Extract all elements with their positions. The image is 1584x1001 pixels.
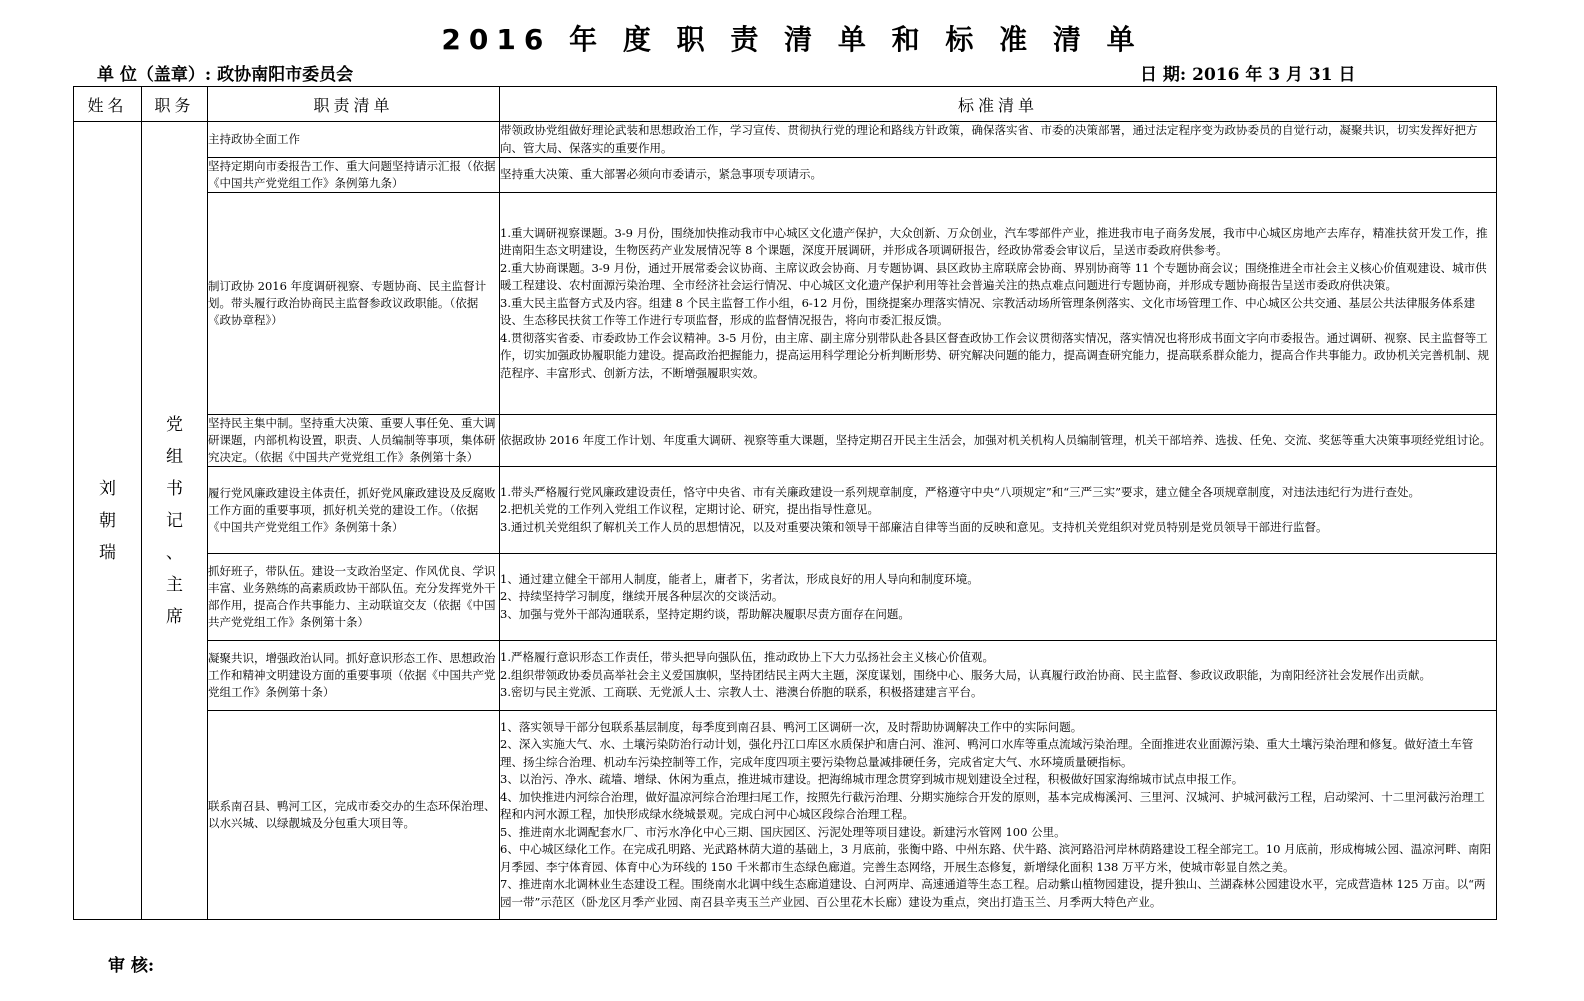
table-row — [74, 122, 1497, 158]
duty-cell: 坚持民主集中制。坚持重大决策、重要人事任免、重大调研课题，内部机构设置，职责、人员编制等事项，集体研究决定。（依据《中国共产党党组工作》条例第十条） — [208, 415, 500, 467]
standards-cell — [500, 122, 1497, 158]
standard-item: 3、以治污、净水、疏墙、增绿、休闲为重点，推进城市建设。把海绵城市理念贯穿到城市规划建设全过程，积极做好国家海绵城市试点申报工作。 — [500, 772, 1244, 787]
duty-cell: 坚持定期向市委报告工作、重大问题坚持请示汇报（依据《中国共产党党组工作》条例第九条） — [208, 158, 500, 193]
duty-cell: 抓好班子，带队伍。建设一支政治坚定、作风优良、学识丰富、业务熟练的高素质政协干部队伍。充分发挥党外干部作用，提高合作共事能力、主动联谊交友（依据《中国共产党党组工作》条例第十条） — [208, 554, 500, 641]
char: 朝 — [99, 510, 116, 531]
duty-cell: 联系南召县、鸭河工区，完成市委交办的生态环保治理、以水兴城、以绿靓城及分包重大项目等。 — [208, 711, 500, 920]
standards-cell — [500, 467, 1497, 554]
header-standards: 标准清单 — [500, 87, 1497, 122]
duty-cell: 凝聚共识，增强政治认同。抓好意识形态工作、思想政治工作和精神文明建设方面的重要事项（依据《中国共产党党组工作》条例第十条） — [208, 641, 500, 711]
standard-item: 6、中心城区绿化工作。在完成孔明路、光武路林荫大道的基础上，3 月底前，张衡中路、中州东路、伏牛路、滨河路沿河岸林荫路建设工程全部完工。10 月底前，形成梅城公园、温凉河畔、南阳月季园、李宁体育园、体育中心为环线的 150 千米都市生态绿色廊道。完善生态网络，开展生态修复，新增绿化面积 138 万平方米，使城市彰显自然之美。 — [500, 842, 1492, 874]
table-row — [74, 158, 1497, 193]
char: 席 — [166, 606, 183, 627]
page-title: 2016 年 度 职 责 清 单 和 标 准 清 单 — [441, 23, 1143, 56]
unit-label: 单 位（盖章）: 政协南阳市委员会 — [97, 65, 354, 85]
standard-item: 2.组织带领政协委员高举社会主义爱国旗帜，坚持团结民主两大主题，深度谋划，围绕中心、服务大局，认真履行政治协商、民主监督、参政议政职能，为南阳经济社会发展作出贡献。 — [500, 667, 1431, 682]
standard-item: 带领政协党组做好理论武装和思想政治工作，学习宣传、贯彻执行党的理论和路线方针政策，确保落实省、市委的决策部署，通过法定程序变为政协委员的自觉行动，凝聚共识，切实发挥好把方向、管大局、保落实的重要作用。 — [500, 123, 1478, 155]
char: 组 — [166, 446, 183, 467]
header-duties: 职责清单 — [208, 87, 500, 122]
standard-item: 7、推进南水北调林业生态建设工程。围绕南水北调中线生态廊道建设、白河两岸、高速通道等生态工程。启动紫山植物园建设，提升独山、兰湖森林公园建设水平，完成营造林 125 万亩。以“两园一带”示范区（卧龙区月季产业园、南召县辛夷玉兰产业园、百公里花木长廊）建设为重点，突出打造玉兰、月季两大特色产业。 — [500, 877, 1486, 909]
standards-cell — [500, 711, 1497, 920]
char: 瑞 — [99, 542, 116, 563]
header-name: 姓名 — [74, 87, 142, 122]
standard-item: 3.密切与民主党派、工商联、无党派人士、宗教人士、港澳台侨胞的联系，积极搭建建言平台。 — [500, 685, 983, 700]
standard-item: 4、加快推进内河综合治理，做好温凉河综合治理扫尾工作，按照先行截污治理、分期实施综合开发的原则，基本完成梅溪河、三里河、汉城河、护城河截污工程，启动梁河、十二里河截污治理工程和内河水源工程，加快形成绿水绕城景观。完成白河中心城区段综合治理工程。 — [500, 789, 1485, 822]
table-row — [74, 711, 1497, 920]
standards-cell — [500, 554, 1497, 641]
person-position-cell — [142, 122, 208, 920]
person-position — [142, 413, 207, 629]
table-header-row — [74, 87, 1497, 122]
standard-item: 5、推进南水北调配套水厂、市污水净化中心三期、国庆园区、污泥处理等项目建设。新建污水管网 100 公里。 — [500, 824, 1066, 839]
standard-item: 3.重大民主监督方式及内容。组建 8 个民主监督工作小组，6-12 月份，围绕提案办理落实情况、宗教活动场所管理条例落实、文化市场管理工作、中心城区公共交通、基层公共法律服务体系建设、生态移民扶贫工作等工作进行专项监督，形成的监督情况报告，将向市委汇报反馈。 — [500, 295, 1476, 328]
standard-item: 1、通过建立健全干部用人制度，能者上，庸者下，劣者汰，形成良好的用人导向和制度环境。 — [500, 571, 979, 586]
person-name — [74, 477, 141, 565]
standard-item: 2.重大协商课题。3-9 月份，通过开展常委会议协商、主席议政会协商、月专题协调、县区政协主席联席会协商、界别协商等 11 个专题协商会议；围绕推进全市社会主义核心价值观建设、城市供暖工程建设、农村面源污染治理、全市经济社会运行情况、中心城区文化遗产保护利用等社会普遍关注的热点难点问题进行专题协商，并形成专题协商报告呈送市委政府供决策。 — [500, 260, 1487, 293]
standard-item: 1、落实领导干部分包联系基层制度，每季度到南召县、鸭河工区调研一次，及时帮助协调解决工作中的实际问题。 — [500, 719, 1083, 734]
table-row — [74, 415, 1497, 467]
standard-item: 依据政协 2016 年度工作计划、年度重大调研、视察等重大课题，坚持定期召开民主生活会，加强对机关机构人员编制管理，机关干部培养、选拔、任免、交流、奖惩等重大决策事项经党组讨论。 — [500, 432, 1492, 447]
standards-cell — [500, 193, 1497, 415]
char: 记 — [166, 510, 183, 531]
char: 书 — [166, 478, 183, 499]
char: 主 — [166, 574, 183, 595]
duty-cell: 主持政协全面工作 — [208, 122, 500, 158]
review-label: 审 核: — [108, 956, 155, 976]
standard-item: 1.重大调研视察课题。3-9 月份，围绕加快推动我市中心城区文化遗产保护，大众创新、万众创业，汽车零部件产业，推进我市电子商务发展，我市中心城区房地产去库存，精准扶贫开发工作，推进南阳生态文明建设，生物医药产业发展情况等 8 个课题，深度开展调研，并形成各项调研报告，经政协常委会审议后，呈送市委政府供参考。 — [500, 225, 1488, 258]
standard-item: 坚持重大决策、重大部署必须向市委请示，紧急事项专项请示。 — [500, 167, 822, 182]
standard-item: 3.通过机关党组织了解机关工作人员的思想情况，以及对重要决策和领导干部廉洁自律等当面的反映和意见。支持机关党组织对党员特别是党员领导干部进行监督。 — [500, 519, 1328, 534]
standards-cell — [500, 158, 1497, 193]
table-body — [74, 122, 1497, 920]
standard-item: 4.贯彻落实省委、市委政协工作会议精神。3-5 月份，由主席、副主席分别带队赴各县区督查政协工作会议贯彻落实情况，落实情况也将形成书面文字向市委报告。通过调研、视察、民主监督等工作，切实加强政协履职能力建设。提高政治把握能力，提高运用科学理论分析判断形势、研究解决问题的能力，提高调查研究能力，提高联系群众能力，提高合作共事能力。政协机关完善机制、规范程序、丰富形式、创新方法，不断增强履职实效。 — [500, 330, 1489, 380]
duty-cell: 制订政协 2016 年度调研视察、专题协商、民主监督计划。带头履行政治协商民主监督参政议政职能。（依据《政协章程》） — [208, 193, 500, 415]
duty-cell: 履行党风廉政建设主体责任，抓好党风廉政建设及反腐败工作方面的重要事项，抓好机关党的建设工作。（依据《中国共产党党组工作》条例第十条） — [208, 467, 500, 554]
standards-cell — [500, 415, 1497, 467]
table-row — [74, 554, 1497, 641]
table-row — [74, 641, 1497, 711]
table-row — [74, 467, 1497, 554]
duty-standard-table — [73, 86, 1497, 920]
standard-item: 3、加强与党外干部沟通联系，坚持定期约谈，帮助解决履职尽责方面存在问题。 — [500, 606, 910, 621]
standards-cell — [500, 641, 1497, 711]
char: 刘 — [99, 478, 116, 499]
date-label: 日 期: 2016 年 3 月 31 日 — [1140, 65, 1356, 85]
header-position: 职务 — [142, 87, 208, 122]
table-row — [74, 193, 1497, 415]
standard-item: 2、持续坚持学习制度，继续开展各种层次的交谈活动。 — [500, 589, 784, 604]
standard-item: 2.把机关党的工作列入党组工作议程，定期讨论、研究，提出指导性意见。 — [500, 502, 879, 517]
standard-item: 1.带头严格履行党风廉政建设责任，恪守中央省、市有关廉政建设一系列规章制度，严格遵守中央“八项规定”和“三严三实”要求，建立健全各项规章制度，对违法违纪行为进行查处。 — [500, 484, 1420, 499]
standard-item: 2、深入实施大气、水、土壤污染防治行动计划，强化丹江口库区水质保护和唐白河、淮河、鸭河口水库等重点流域污染治理。全面推进农业面源污染、重大土壤污染治理和修复。做好渣土车管理、扬尘综合治理、机动车污染控制等工作，完成年度四项主要污染物总量减排硬任务，完成省定大气、水环境质量硬指标。 — [500, 737, 1474, 769]
standard-item: 1.严格履行意识形态工作责任，带头把导向强队伍，推动政协上下大力弘扬社会主义核心价值观。 — [500, 650, 994, 665]
char: 党 — [166, 414, 183, 435]
char: 、 — [166, 542, 183, 563]
person-name-cell — [74, 122, 142, 920]
